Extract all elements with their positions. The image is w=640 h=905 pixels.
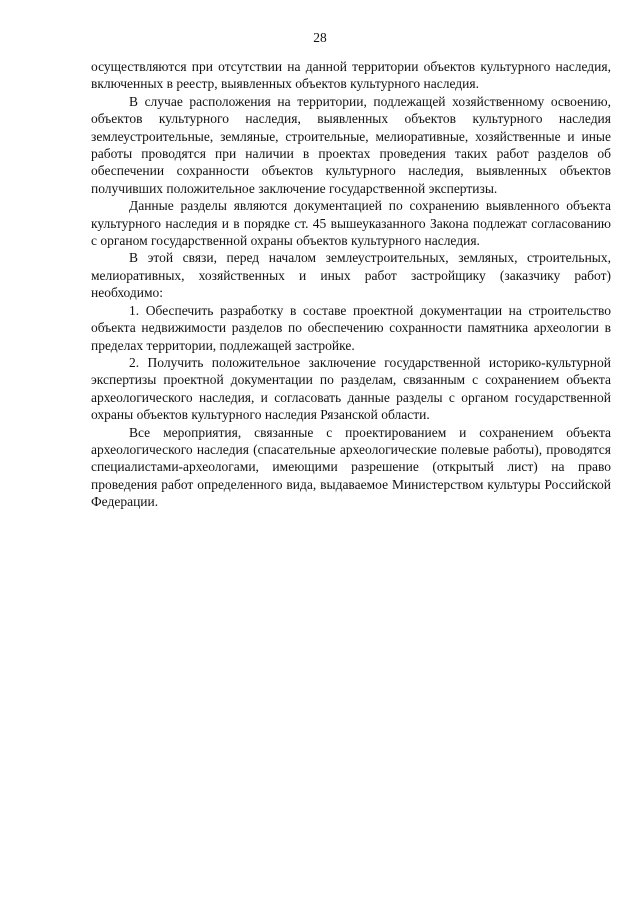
page-number: 28 xyxy=(313,30,327,45)
paragraph-territory-development: В случае расположения на территории, подлежащей хозяйственному освоению, объектов культурного наследия, выявленных объектов культурного наследия землеустроительные, земляные, строительные, мелиоративные, хозяйственные и иные работы проводятся при наличии в проектах проведения таких работ разделов об обеспечении сохранности объектов культурного наследия, выявленных объектов получивших положительное заключение государственной экспертизы. xyxy=(91,93,611,196)
paragraph-item-2: 2. Получить положительное заключение государственной историко-культурной экспертизы проектной документации по разделам, связанным с сохранением объекта археологического наследия, и согласовать данные разделы с органом государственной охраны объектов культурного наследия Рязанской области. xyxy=(91,354,611,423)
paragraph-requirements-intro: В этой связи, перед началом землеустроительных, земляных, строительных, мелиоративных, хозяйственных и иных работ застройщику (заказчику работ) необходимо: xyxy=(91,250,611,301)
document-body xyxy=(91,58,611,511)
paragraph-continuation: осуществляются при отсутствии на данной территории объектов культурного наследия, включенных в реестр, выявленных объектов культурного наследия. xyxy=(91,59,611,92)
paragraph-documentation: Данные разделы являются документацией по сохранению выявленного объекта культурного наследия и в порядке ст. 45 вышеуказанного Закона подлежат согласованию с органом государственной охраны объектов культурного наследия. xyxy=(91,198,611,249)
paragraph-item-1: 1. Обеспечить разработку в составе проектной документации на строительство объекта недвижимости разделов по обеспечению сохранности памятника археологии в пределах территории, подлежащей застройке. xyxy=(91,302,611,353)
paragraph-archaeological-works: Все мероприятия, связанные с проектированием и сохранением объекта археологического наследия (спасательные археологические полевые работы), проводятся специалистами-археологами, имеющими разрешение (открытый лист) на право проведения работ определенного вида, выдаваемое Министерством культуры Российской Федерации. xyxy=(91,424,611,510)
